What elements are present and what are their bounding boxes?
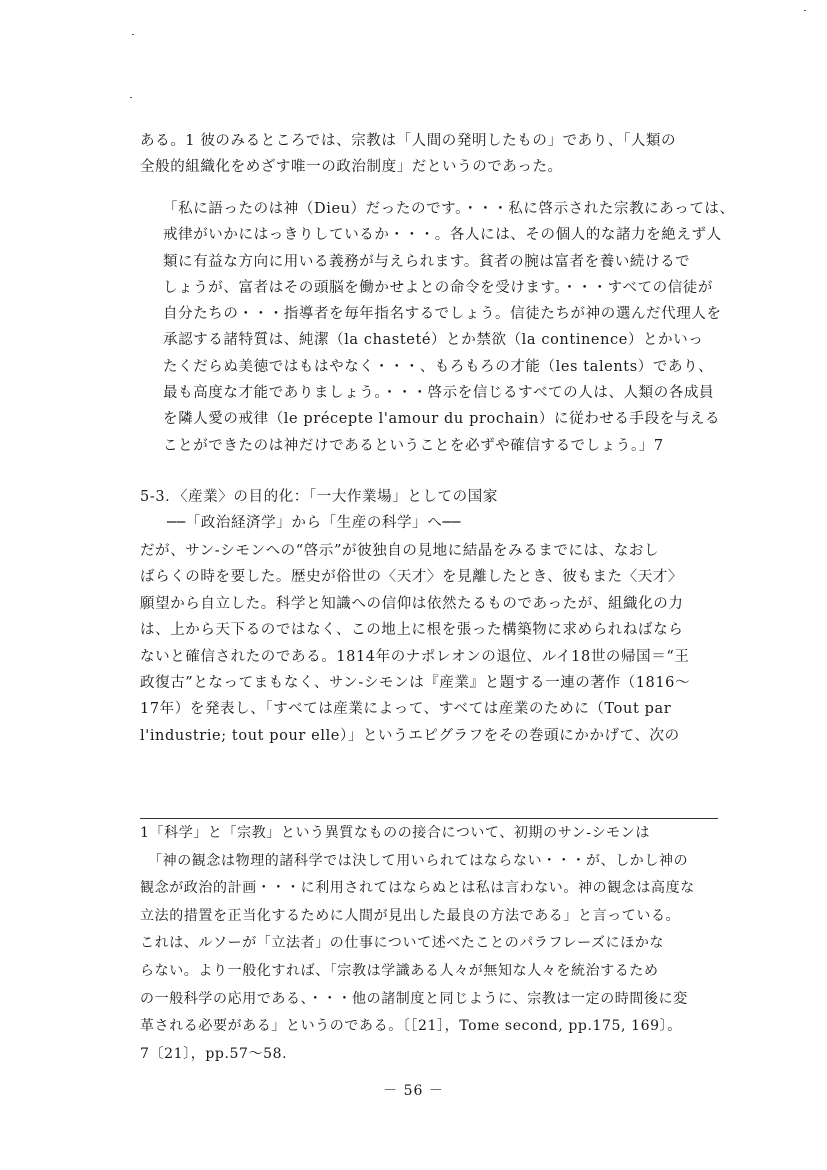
scan-speck [132, 34, 134, 35]
quote-line: を隣人愛の戒律（le précepte l'amour du prochain）に従わせる手段を与える [163, 411, 721, 428]
body-line: 政復古”となってまもなく、サン-シモンは『産業』と題する一連の著作（1816～ [140, 674, 691, 691]
quote-line: 承認する諸特質は、純潔（la chasteté）とか禁欲（la continence）とかいっ [163, 332, 704, 349]
quote-line: 「私に語ったのは神（Dieu）だったのです。・・・私に啓示された宗教にあっては、 [163, 201, 735, 217]
footnotes [140, 820, 740, 1068]
quote-line: 戒律がいかにはっきりしているか・・・。各人には、その個人的な諸力を絶えず人 [163, 227, 722, 244]
intro-line: ある。1 彼のみるところでは、宗教は「人間の発明したもの」であり、「人類の [140, 133, 677, 149]
scan-speck [130, 97, 132, 98]
body-line: 願望から自立した。科学と知識への信仰は依然たるものであったが、組織化の力 [140, 595, 684, 612]
section-subheading: ──「政治経済学」から「生産の科学」へ── [167, 515, 462, 531]
footnote-line: 「神の観念は物理的諸科学では決して用いられてはならない・・・が、しかし神の [148, 852, 689, 869]
body-line: l'industrie; tout pour elle）」というエピグラフをその巻頭にかかげて、次の [140, 727, 680, 744]
footnote-line: 立法的措置を正当化するために人間が見出した最良の方法である」と言っている。 [140, 907, 681, 924]
quote-line: しょうが、富者はその頭脳を働かせよとの命令を受けます。・・・すべての信徒が [163, 279, 713, 296]
scan-speck [804, 10, 806, 11]
page-number: － 56 － [383, 1083, 444, 1099]
intro-line: 全般的組織化をめざす唯一の政治制度」だというのであった。 [140, 159, 563, 175]
footnote-line: 1「科学」と「宗教」という異質なものの接合について、初期のサン-シモンは [140, 825, 650, 841]
intro-paragraph [140, 128, 740, 180]
footnote-line: 革される必要がある」というのである。〔［21］，Tome second, pp.175, 169〕。 [140, 1018, 682, 1035]
quote-line: ことができたのは神だけであるということを必ずや確信するでしょう。」7 [163, 437, 664, 454]
footnote-line: これは、ルソーが「立法者」の仕事について述べたことのパラフレーズにほかな [140, 935, 665, 952]
body-paragraph [140, 538, 740, 749]
footnote-divider [140, 818, 718, 819]
quote-line: 最も高度な才能でありましょう。・・・啓示を信じるすべての人は、人類の各成員 [163, 385, 715, 402]
body-line: 17年）を発表し、「すべては産業によって、すべては産業のために（Tout par [140, 701, 672, 718]
body-line: だが、サン-シモンへの“啓示”が彼独自の見地に結晶をみるまでには、なおし [140, 543, 660, 559]
quote-line: 自分たちの・・・指導者を毎年指名するでしょう。信徒たちが神の選んだ代理人を [163, 306, 722, 323]
section-heading-block [140, 484, 740, 536]
footnote-line: 観念が政治的計画・・・に利用されてはならぬとは私は言わない。神の観念は高度な [140, 880, 695, 897]
quote-line: 類に有益な方向に用いる義務が与えられます。貧者の腕は富者を養い続けるで [163, 253, 691, 270]
footnote-line: 7〔21〕，pp.57～58. [140, 1045, 288, 1062]
body-line: ばらくの時を要した。歴史が俗世の〈天才〉を見離したとき、彼もまた〈天才〉 [140, 569, 684, 586]
body-line: ないと確信されたのである。1814年のナポレオンの退位、ルイ18世の帰国＝“王 [140, 648, 690, 665]
body-line: は、上から天下るのではなく、この地上に根を張った構築物に求められねばなら [140, 622, 684, 639]
footnote-line: の一般科学の応用である、・・・他の諸制度と同じように、宗教は一定の時間後に変 [140, 990, 688, 1007]
footnote-line: らない。より一般化すれば、「宗教は学識ある人々が無知な人々を統治するため [140, 962, 659, 979]
quote-line: たくだらぬ美徳ではもはやなく・・・、もろもろの才能（les talents）であり、 [163, 358, 714, 375]
block-quote [163, 196, 743, 459]
section-heading: 5-3．〈産業〉の目的化：「一大作業場」としての国家 [140, 489, 498, 505]
